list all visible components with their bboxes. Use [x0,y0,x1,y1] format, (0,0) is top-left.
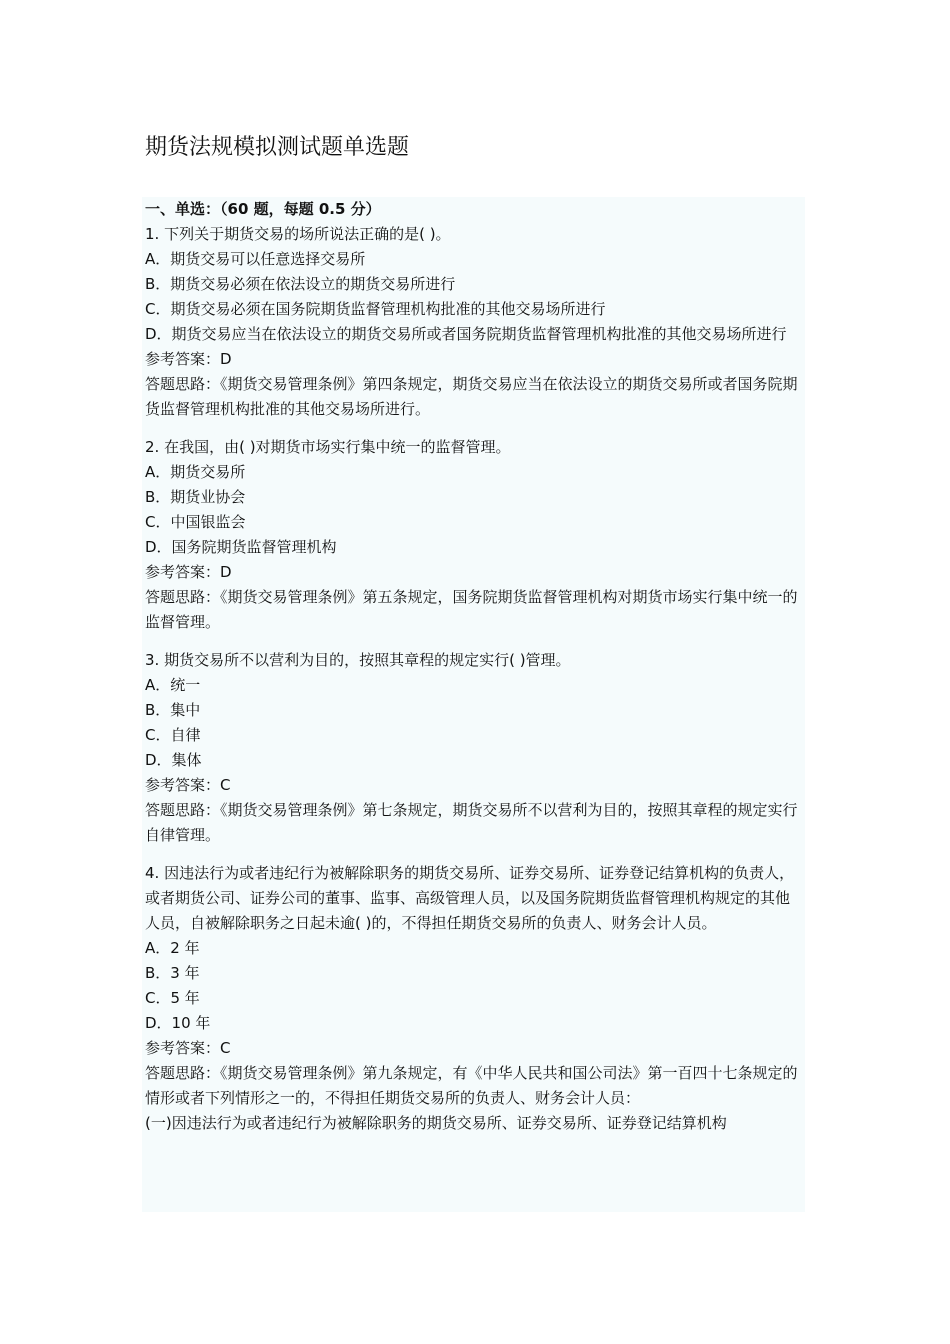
answer-explanation: 答题思路：《期货交易管理条例》第五条规定，国务院期货监督管理机构对期货市场实行集中统一的监督管理。 [145,588,798,631]
option-d: D．期货交易应当在依法设立的期货交易所或者国务院期货监督管理机构批准的其他交易场所进行 [145,325,787,343]
option-b: B．期货业协会 [145,488,246,506]
reference-answer: 参考答案：D [145,350,232,368]
reference-answer: 参考答案：C [145,776,231,794]
option-c: C．5 年 [145,989,200,1007]
option-b: B．期货交易必须在依法设立的期货交易所进行 [145,275,456,293]
question-stem: 3. 期货交易所不以营利为目的，按照其章程的规定实行( )管理。 [145,651,571,669]
question-2 [145,435,802,635]
answer-explanation: 答题思路：《期货交易管理条例》第四条规定，期货交易应当在依法设立的期货交易所或者国务院期货监督管理机构批准的其他交易场所进行。 [145,375,798,418]
option-c: C．期货交易必须在国务院期货监督管理机构批准的其他交易场所进行 [145,300,606,318]
document-title: 期货法规模拟测试题单选题 [145,135,410,160]
option-a: A．期货交易所 [145,463,246,481]
question-4 [145,861,802,1136]
option-d: D．集体 [145,751,202,769]
question-stem: 1. 下列关于期货交易的场所说法正确的是( )。 [145,225,451,243]
option-b: B．3 年 [145,964,200,982]
section-heading: 一、单选：（60 题，每题 0.5 分） [145,200,381,218]
question-3 [145,648,802,848]
option-d: D．10 年 [145,1014,211,1032]
answer-explanation: 答题思路：《期货交易管理条例》第七条规定，期货交易所不以营利为目的，按照其章程的规定实行自律管理。 [145,801,798,844]
option-c: C．中国银监会 [145,513,246,531]
option-c: C．自律 [145,726,201,744]
reference-answer: 参考答案：D [145,563,232,581]
answer-explanation: 答题思路：《期货交易管理条例》第九条规定，有《中华人民共和国公司法》第一百四十七条规定的情形或者下列情形之一的，不得担任期货交易所的负责人、财务会计人员： [145,1064,798,1107]
option-d: D．国务院期货监督管理机构 [145,538,337,556]
question-1 [145,222,802,422]
option-a: A．2 年 [145,939,200,957]
explanation-continued: (一)因违法行为或者违纪行为被解除职务的期货交易所、证券交易所、证券登记结算机构 [145,1114,727,1132]
question-stem: 4. 因违法行为或者违纪行为被解除职务的期货交易所、证券交易所、证券登记结算机构的负责人，或者期货公司、证券公司的董事、监事、高级管理人员，以及国务院期货监督管理机构规定的其他人员，自被解除职务之日起未逾( )的，不得担任期货交易所的负责人、财务会计人员。 [145,864,795,932]
option-a: A．统一 [145,676,201,694]
question-stem: 2. 在我国，由( )对期货市场实行集中统一的监督管理。 [145,438,511,456]
option-b: B．集中 [145,701,201,719]
option-a: A．期货交易可以任意选择交易所 [145,250,366,268]
question-area [142,197,805,1212]
reference-answer: 参考答案：C [145,1039,231,1057]
